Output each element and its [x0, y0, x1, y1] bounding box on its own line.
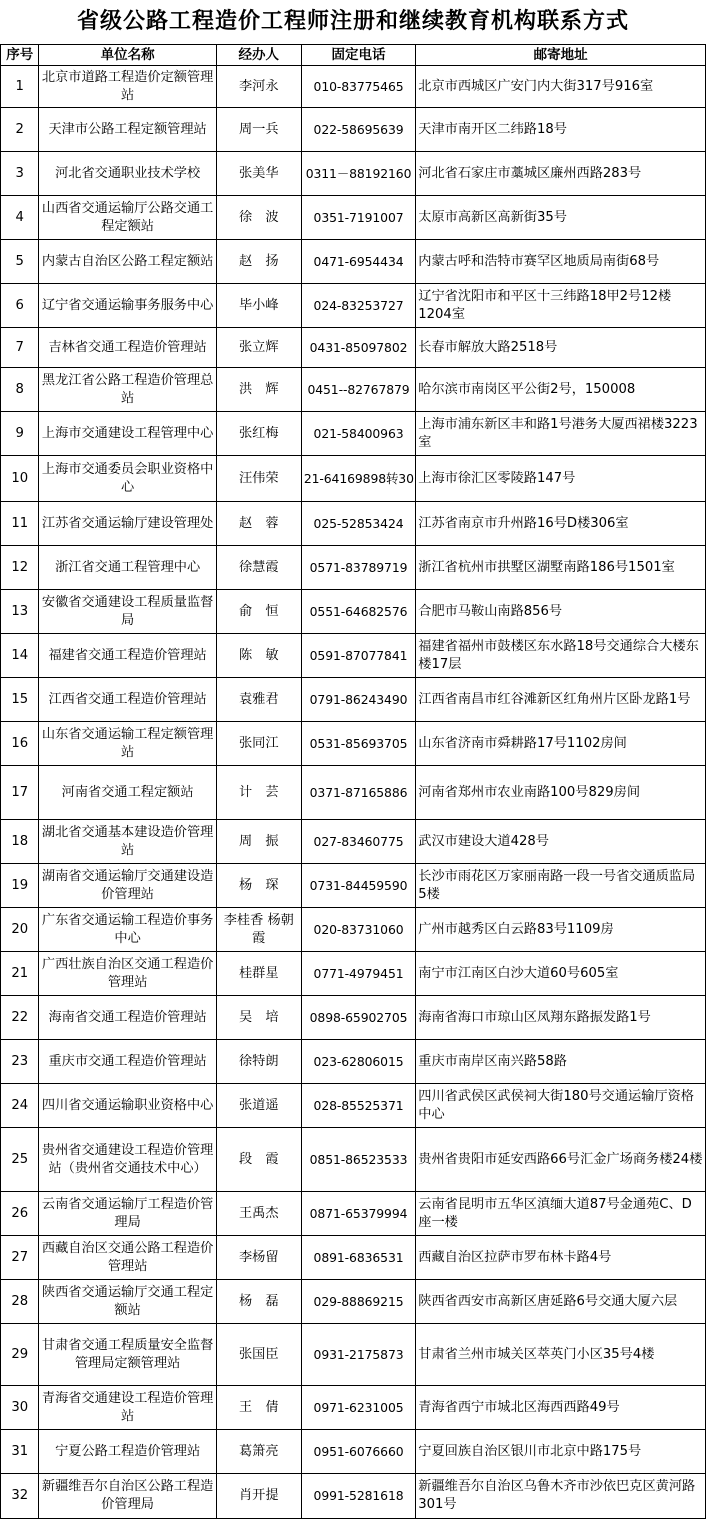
mailing-address: 内蒙古呼和浩特市赛罕区地质局南街68号 — [416, 240, 706, 284]
row-number: 25 — [1, 1128, 39, 1192]
row-number: 32 — [1, 1474, 39, 1519]
row-number: 13 — [1, 590, 39, 634]
unit-name: 北京市道路工程造价定额管理站 — [39, 66, 216, 108]
phone-number: 0451--82767879 — [301, 368, 415, 412]
phone-number: 0971-6231005 — [301, 1386, 415, 1430]
phone-number: 0471-6954434 — [301, 240, 415, 284]
table-row — [1, 196, 706, 240]
table-row — [1, 1430, 706, 1474]
table-row — [1, 678, 706, 722]
page-title: 省级公路工程造价工程师注册和继续教育机构联系方式 — [76, 9, 629, 34]
table-row — [1, 908, 706, 952]
row-number: 15 — [1, 678, 39, 722]
unit-name: 青海省交通建设工程造价管理站 — [39, 1386, 216, 1430]
row-number: 24 — [1, 1084, 39, 1128]
unit-name: 广西壮族自治区交通工程造价管理站 — [39, 952, 216, 996]
contact-person: 王禹杰 — [216, 1192, 301, 1236]
unit-name: 广东省交通运输工程造价事务中心 — [39, 908, 216, 952]
unit-name: 贵州省交通建设工程造价管理站（贵州省交通技术中心） — [39, 1128, 216, 1192]
phone-number: 0898-65902705 — [301, 996, 415, 1040]
table-row — [1, 1236, 706, 1280]
unit-name: 陕西省交通运输厅交通工程定额站 — [39, 1280, 216, 1324]
mailing-address: 太原市高新区高新街35号 — [416, 196, 706, 240]
unit-name: 新疆维吾尔自治区公路工程造价管理局 — [39, 1474, 216, 1519]
contact-person: 袁雅君 — [216, 678, 301, 722]
table-row — [1, 996, 706, 1040]
phone-number: 0991-5281618 — [301, 1474, 415, 1519]
unit-name: 吉林省交通工程造价管理站 — [39, 328, 216, 368]
unit-name: 四川省交通运输职业资格中心 — [39, 1084, 216, 1128]
row-number: 27 — [1, 1236, 39, 1280]
unit-name: 黑龙江省公路工程造价管理总站 — [39, 368, 216, 412]
unit-name: 江西省交通工程造价管理站 — [39, 678, 216, 722]
contact-person: 吴 培 — [216, 996, 301, 1040]
table-row — [1, 722, 706, 766]
phone-number: 024-83253727 — [301, 284, 415, 328]
table-row — [1, 1280, 706, 1324]
unit-name: 湖南省交通运输厅交通建设造价管理站 — [39, 864, 216, 908]
mailing-address: 长春市解放大路2518号 — [416, 328, 706, 368]
contact-person: 张美华 — [216, 152, 301, 196]
unit-name: 江苏省交通运输厅建设管理处 — [39, 502, 216, 546]
mailing-address: 长沙市雨花区万家丽南路一段一号省交通质监局5楼 — [416, 864, 706, 908]
contact-person: 李杨留 — [216, 1236, 301, 1280]
table-row — [1, 66, 706, 108]
mailing-address: 山东省济南市舜耕路17号1102房间 — [416, 722, 706, 766]
contact-table — [0, 44, 706, 1519]
row-number: 12 — [1, 546, 39, 590]
row-number: 17 — [1, 766, 39, 820]
table-row — [1, 152, 706, 196]
header-unit: 单位名称 — [39, 45, 216, 66]
phone-number: 010-83775465 — [301, 66, 415, 108]
phone-number: 0431-85097802 — [301, 328, 415, 368]
contact-person: 肖开提 — [216, 1474, 301, 1519]
contact-person: 陈 敏 — [216, 634, 301, 678]
mailing-address: 云南省昆明市五华区滇缅大道87号金通苑C、D座一楼 — [416, 1192, 706, 1236]
row-number: 26 — [1, 1192, 39, 1236]
contact-person: 张立辉 — [216, 328, 301, 368]
contact-person: 毕小峰 — [216, 284, 301, 328]
contact-person: 徐特朗 — [216, 1040, 301, 1084]
header-row — [1, 45, 706, 66]
row-number: 2 — [1, 108, 39, 152]
contact-person: 汪伟荣 — [216, 456, 301, 502]
contact-person: 俞 恒 — [216, 590, 301, 634]
unit-name: 山西省交通运输厅公路交通工程定额站 — [39, 196, 216, 240]
table-row — [1, 952, 706, 996]
contact-person: 周一兵 — [216, 108, 301, 152]
row-number: 4 — [1, 196, 39, 240]
unit-name: 浙江省交通工程管理中心 — [39, 546, 216, 590]
header-person: 经办人 — [216, 45, 301, 66]
mailing-address: 上海市浦东新区丰和路1号港务大厦西裙楼3223室 — [416, 412, 706, 456]
table-row — [1, 108, 706, 152]
mailing-address: 宁夏回族自治区银川市北京中路175号 — [416, 1430, 706, 1474]
phone-number: 0851-86523533 — [301, 1128, 415, 1192]
mailing-address: 江苏省南京市升州路16号D楼306室 — [416, 502, 706, 546]
table-row — [1, 546, 706, 590]
contact-person: 赵 蓉 — [216, 502, 301, 546]
contact-person: 洪 辉 — [216, 368, 301, 412]
row-number: 11 — [1, 502, 39, 546]
phone-number: 21-64169898转30 — [301, 456, 415, 502]
mailing-address: 江西省南昌市红谷滩新区红角州片区卧龙路1号 — [416, 678, 706, 722]
phone-number: 023-62806015 — [301, 1040, 415, 1084]
row-number: 30 — [1, 1386, 39, 1430]
row-number: 5 — [1, 240, 39, 284]
mailing-address: 河南省郑州市农业南路100号829房间 — [416, 766, 706, 820]
unit-name: 云南省交通运输厅工程造价管理局 — [39, 1192, 216, 1236]
row-number: 10 — [1, 456, 39, 502]
unit-name: 内蒙古自治区公路工程定额站 — [39, 240, 216, 284]
unit-name: 湖北省交通基本建设造价管理站 — [39, 820, 216, 864]
contact-person: 周 振 — [216, 820, 301, 864]
table-row — [1, 590, 706, 634]
phone-number: 0571-83789719 — [301, 546, 415, 590]
mailing-address: 上海市徐汇区零陵路147号 — [416, 456, 706, 502]
contact-person: 李桂香 杨朝霞 — [216, 908, 301, 952]
phone-number: 0371-87165886 — [301, 766, 415, 820]
row-number: 21 — [1, 952, 39, 996]
unit-name: 西藏自治区交通公路工程造价管理站 — [39, 1236, 216, 1280]
row-number: 29 — [1, 1324, 39, 1386]
row-number: 16 — [1, 722, 39, 766]
mailing-address: 陕西省西安市高新区唐延路6号交通大厦六层 — [416, 1280, 706, 1324]
table-row — [1, 412, 706, 456]
unit-name: 甘肃省交通工程质量安全监督管理局定额管理站 — [39, 1324, 216, 1386]
phone-number: 0931-2175873 — [301, 1324, 415, 1386]
row-number: 7 — [1, 328, 39, 368]
unit-name: 重庆市交通工程造价管理站 — [39, 1040, 216, 1084]
phone-number: 027-83460775 — [301, 820, 415, 864]
contact-person: 杨 磊 — [216, 1280, 301, 1324]
mailing-address: 浙江省杭州市拱墅区湖墅南路186号1501室 — [416, 546, 706, 590]
mailing-address: 海南省海口市琼山区凤翔东路振发路1号 — [416, 996, 706, 1040]
mailing-address: 河北省石家庄市藁城区廉州西路283号 — [416, 152, 706, 196]
phone-number: 020-83731060 — [301, 908, 415, 952]
header-address: 邮寄地址 — [416, 45, 706, 66]
phone-number: 0771-4979451 — [301, 952, 415, 996]
table-row — [1, 634, 706, 678]
unit-name: 辽宁省交通运输事务服务中心 — [39, 284, 216, 328]
mailing-address: 武汉市建设大道428号 — [416, 820, 706, 864]
contact-person: 徐 波 — [216, 196, 301, 240]
table-row — [1, 456, 706, 502]
mailing-address: 贵州省贵阳市延安西路66号汇金广场商务楼24楼 — [416, 1128, 706, 1192]
contact-person: 赵 扬 — [216, 240, 301, 284]
table-row — [1, 1386, 706, 1430]
row-number: 14 — [1, 634, 39, 678]
mailing-address: 青海省西宁市城北区海西西路49号 — [416, 1386, 706, 1430]
table-row — [1, 820, 706, 864]
mailing-address: 福建省福州市鼓楼区东水路18号交通综合大楼东楼17层 — [416, 634, 706, 678]
mailing-address: 广州市越秀区白云路83号1109房 — [416, 908, 706, 952]
mailing-address: 南宁市江南区白沙大道60号605室 — [416, 952, 706, 996]
mailing-address: 北京市西城区广安门内大街317号916室 — [416, 66, 706, 108]
mailing-address: 合肥市马鞍山南路856号 — [416, 590, 706, 634]
row-number: 28 — [1, 1280, 39, 1324]
contact-person: 徐慧霞 — [216, 546, 301, 590]
contact-person: 桂群星 — [216, 952, 301, 996]
table-row — [1, 240, 706, 284]
table-row — [1, 1324, 706, 1386]
mailing-address: 天津市南开区二纬路18号 — [416, 108, 706, 152]
table-row — [1, 502, 706, 546]
contact-person: 张国臣 — [216, 1324, 301, 1386]
unit-name: 安徽省交通建设工程质量监督局 — [39, 590, 216, 634]
row-number: 18 — [1, 820, 39, 864]
mailing-address: 辽宁省沈阳市和平区十三纬路18甲2号12楼1204室 — [416, 284, 706, 328]
phone-number: 0731-84459590 — [301, 864, 415, 908]
table-row — [1, 284, 706, 328]
unit-name: 海南省交通工程造价管理站 — [39, 996, 216, 1040]
phone-number: 0531-85693705 — [301, 722, 415, 766]
unit-name: 河南省交通工程定额站 — [39, 766, 216, 820]
phone-number: 0591-87077841 — [301, 634, 415, 678]
table-row — [1, 368, 706, 412]
phone-number: 021-58400963 — [301, 412, 415, 456]
table-row — [1, 1474, 706, 1519]
table-row — [1, 766, 706, 820]
phone-number: 0791-86243490 — [301, 678, 415, 722]
row-number: 1 — [1, 66, 39, 108]
unit-name: 上海市交通建设工程管理中心 — [39, 412, 216, 456]
phone-number: 028-85525371 — [301, 1084, 415, 1128]
mailing-address: 四川省武侯区武侯祠大街180号交通运输厅资格中心 — [416, 1084, 706, 1128]
phone-number: 0891-6836531 — [301, 1236, 415, 1280]
phone-number: 022-58695639 — [301, 108, 415, 152]
mailing-address: 哈尔滨市南岗区平公街2号，150008 — [416, 368, 706, 412]
mailing-address: 重庆市南岸区南兴路58路 — [416, 1040, 706, 1084]
contact-person: 李河永 — [216, 66, 301, 108]
row-number: 23 — [1, 1040, 39, 1084]
table-row — [1, 328, 706, 368]
unit-name: 上海市交通委员会职业资格中心 — [39, 456, 216, 502]
contact-person: 王 倩 — [216, 1386, 301, 1430]
contact-person: 张红梅 — [216, 412, 301, 456]
phone-number: 0551-64682576 — [301, 590, 415, 634]
contact-person: 葛箫亮 — [216, 1430, 301, 1474]
row-number: 6 — [1, 284, 39, 328]
table-row — [1, 1192, 706, 1236]
row-number: 3 — [1, 152, 39, 196]
header-no: 序号 — [1, 45, 39, 66]
phone-number: 0351-7191007 — [301, 196, 415, 240]
phone-number: 0951-6076660 — [301, 1430, 415, 1474]
contact-person: 段 霞 — [216, 1128, 301, 1192]
unit-name: 天津市公路工程定额管理站 — [39, 108, 216, 152]
table-row — [1, 1040, 706, 1084]
unit-name: 福建省交通工程造价管理站 — [39, 634, 216, 678]
table-row — [1, 1128, 706, 1192]
row-number: 31 — [1, 1430, 39, 1474]
mailing-address: 新疆维吾尔自治区乌鲁木齐市沙依巴克区黄河路301号 — [416, 1474, 706, 1519]
mailing-address: 西藏自治区拉萨市罗布林卡路4号 — [416, 1236, 706, 1280]
unit-name: 宁夏公路工程造价管理站 — [39, 1430, 216, 1474]
row-number: 8 — [1, 368, 39, 412]
phone-number: 029-88869215 — [301, 1280, 415, 1324]
phone-number: 0311－88192160 — [301, 152, 415, 196]
table-row — [1, 864, 706, 908]
table-row — [1, 1084, 706, 1128]
contact-person: 计 芸 — [216, 766, 301, 820]
contact-person: 杨 琛 — [216, 864, 301, 908]
contact-person: 张同江 — [216, 722, 301, 766]
mailing-address: 甘肃省兰州市城关区萃英门小区35号4楼 — [416, 1324, 706, 1386]
unit-name: 山东省交通运输工程定额管理站 — [39, 722, 216, 766]
row-number: 19 — [1, 864, 39, 908]
unit-name: 河北省交通职业技术学校 — [39, 152, 216, 196]
phone-number: 0871-65379994 — [301, 1192, 415, 1236]
header-phone: 固定电话 — [301, 45, 415, 66]
contact-person: 张道遥 — [216, 1084, 301, 1128]
row-number: 22 — [1, 996, 39, 1040]
phone-number: 025-52853424 — [301, 502, 415, 546]
row-number: 20 — [1, 908, 39, 952]
row-number: 9 — [1, 412, 39, 456]
